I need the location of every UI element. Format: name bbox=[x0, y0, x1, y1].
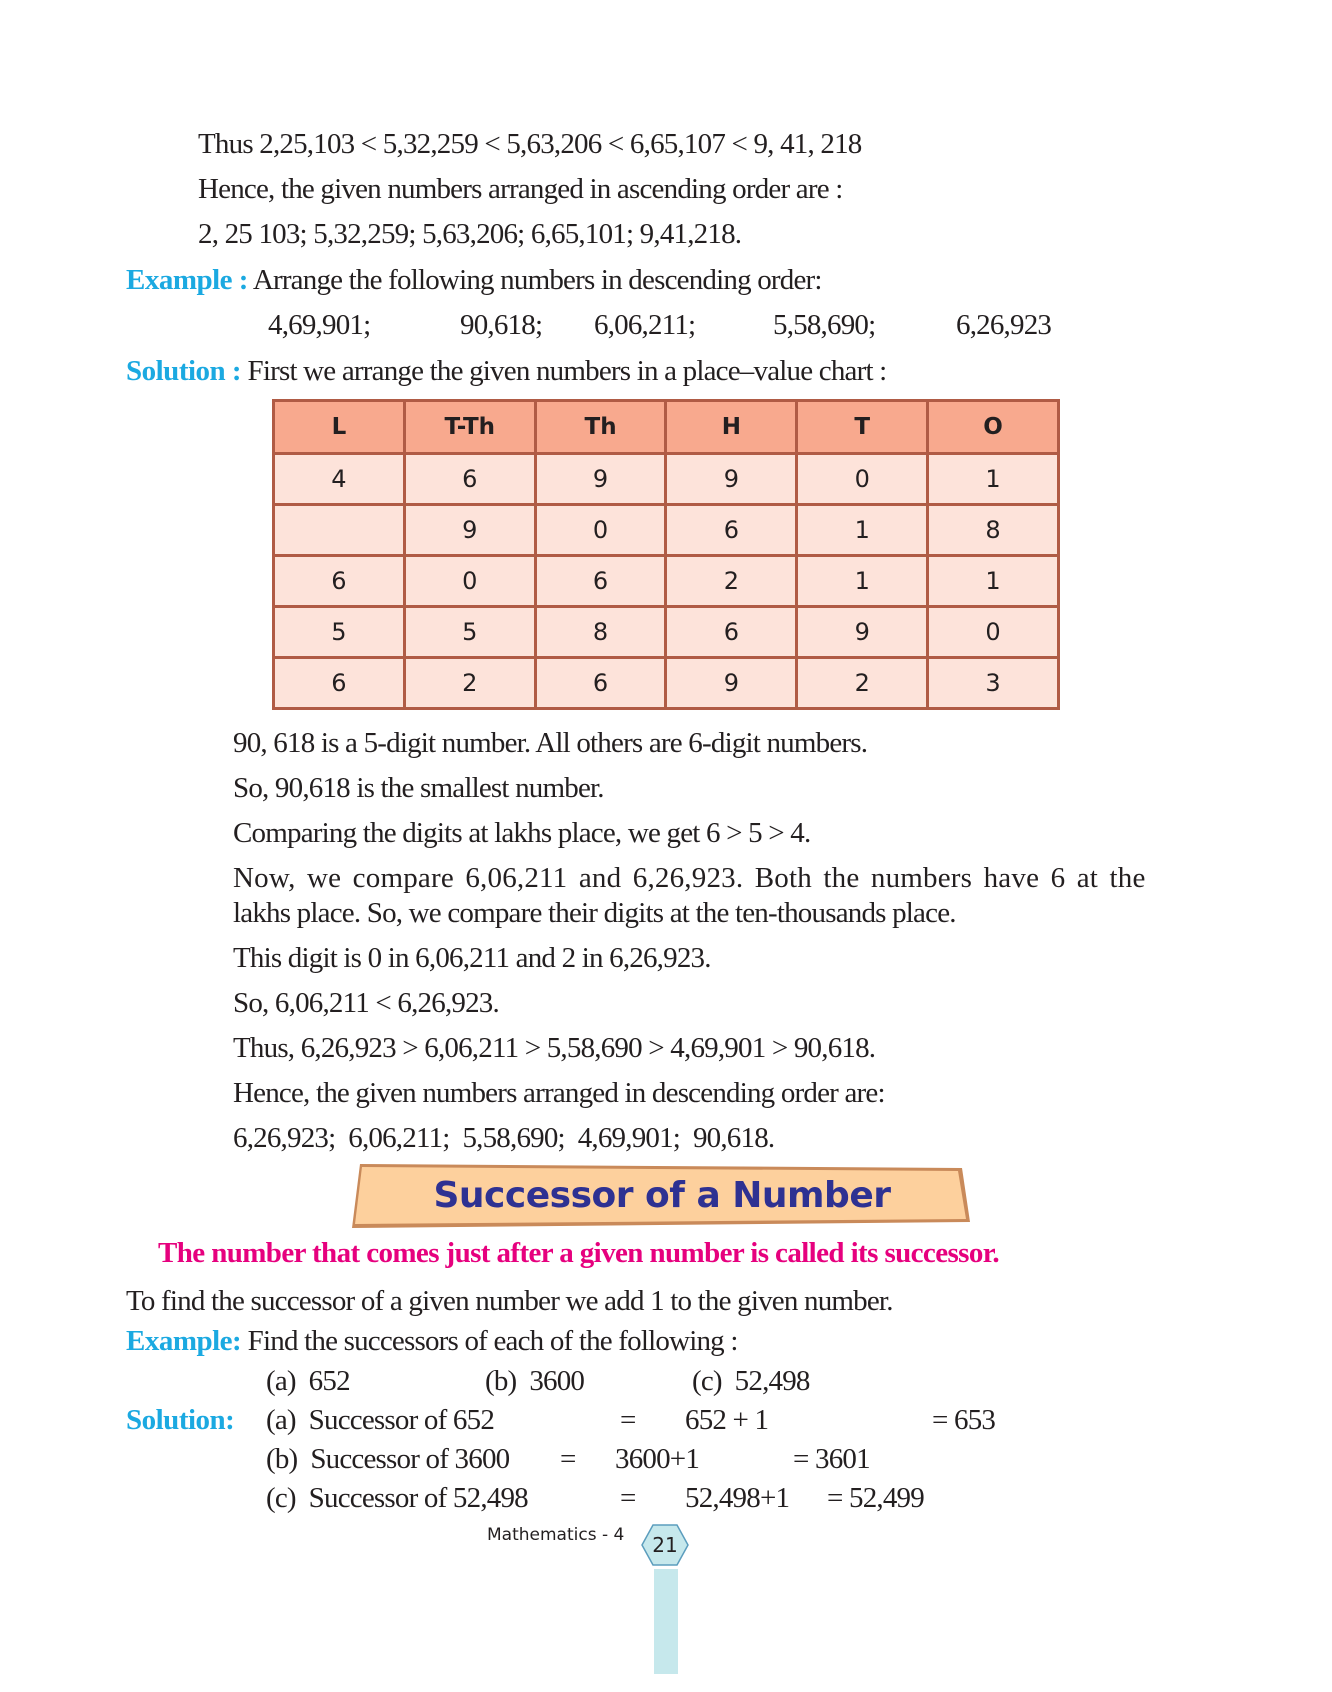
table-cell: 6 bbox=[535, 658, 666, 709]
example-item: (a) 652 bbox=[266, 1365, 350, 1397]
solution-label: Solution: bbox=[126, 1404, 235, 1436]
table-row bbox=[274, 454, 1059, 505]
table-cell: 6 bbox=[404, 454, 535, 505]
example-label: Example : bbox=[126, 264, 248, 296]
table-row bbox=[274, 505, 1059, 556]
explanation-line: 6,26,923; 6,06,211; 5,58,690; 4,69,901; 90,618. bbox=[233, 1122, 775, 1154]
header-thousands: Th bbox=[535, 401, 666, 454]
table-cell: 2 bbox=[666, 556, 797, 607]
explanation-line: Thus, 6,26,923 > 6,06,211 > 5,58,690 > 4,69,901 > 90,618. bbox=[233, 1032, 876, 1064]
table-cell: 0 bbox=[928, 607, 1059, 658]
table-cell: 4 bbox=[274, 454, 405, 505]
example-label: Example: bbox=[126, 1325, 242, 1357]
table-cell: 8 bbox=[928, 505, 1059, 556]
solution-result: = 653 bbox=[932, 1404, 996, 1436]
example-descending bbox=[126, 262, 822, 298]
table-cell: 6 bbox=[666, 505, 797, 556]
table-row bbox=[274, 658, 1059, 709]
solution-label-row bbox=[126, 1402, 234, 1438]
explanation-line: So, 6,06,211 < 6,26,923. bbox=[233, 987, 499, 1019]
solution-lhs: (a) Successor of 652 bbox=[266, 1404, 495, 1436]
number-item: 90,618; bbox=[460, 309, 543, 341]
table-cell: 8 bbox=[535, 607, 666, 658]
header-ones: O bbox=[928, 401, 1059, 454]
table-cell: 1 bbox=[797, 505, 928, 556]
table-cell: 1 bbox=[928, 454, 1059, 505]
table-cell: 9 bbox=[797, 607, 928, 658]
place-value-chart bbox=[272, 399, 1060, 710]
header-tens: T bbox=[797, 401, 928, 454]
successor-rule: To find the successor of a given number we add 1 to the given number. bbox=[126, 1285, 893, 1317]
ascending-result: 2, 25 103; 5,32,259; 5,63,206; 6,65,101; 9,41,218. bbox=[198, 218, 742, 250]
book-title: Mathematics - 4 bbox=[487, 1525, 625, 1545]
table-cell: 9 bbox=[404, 505, 535, 556]
ascending-comparison: Thus 2,25,103 < 5,32,259 < 5,63,206 < 6,65,107 < 9, 41, 218 bbox=[198, 128, 862, 160]
solution-lhs: (c) Successor of 52,498 bbox=[266, 1482, 528, 1514]
explanation-line: 90, 618 is a 5-digit number. All others are 6-digit numbers. bbox=[233, 727, 868, 759]
table-row bbox=[274, 556, 1059, 607]
table-cell: 0 bbox=[535, 505, 666, 556]
table-cell: 1 bbox=[797, 556, 928, 607]
solution-expression: 3600+1 bbox=[615, 1443, 700, 1475]
explanation-line: So, 90,618 is the smallest number. bbox=[233, 772, 604, 804]
table-cell: 6 bbox=[274, 658, 405, 709]
table-cell: 2 bbox=[404, 658, 535, 709]
table-cell: 3 bbox=[928, 658, 1059, 709]
ascending-statement: Hence, the given numbers arranged in ascending order are : bbox=[198, 173, 843, 205]
table-header-row bbox=[274, 401, 1059, 454]
table-cell: 9 bbox=[666, 658, 797, 709]
solution-intro bbox=[126, 353, 886, 389]
solution-lhs: (b) Successor of 3600 bbox=[266, 1443, 510, 1475]
solution-intro-text: First we arrange the given numbers in a place–value chart : bbox=[247, 355, 887, 387]
page-number: 21 bbox=[652, 1533, 678, 1557]
solution-label: Solution : bbox=[126, 355, 242, 387]
table-cell: 5 bbox=[404, 607, 535, 658]
example-question: Arrange the following numbers in descending order: bbox=[252, 264, 822, 296]
table-cell: 2 bbox=[797, 658, 928, 709]
number-item: 5,58,690; bbox=[773, 309, 876, 341]
solution-expression: 652 + 1 bbox=[685, 1404, 769, 1436]
successor-definition: The number that comes just after a given number is called its successor. bbox=[158, 1237, 1000, 1269]
example-question: Find the successors of each of the following : bbox=[247, 1325, 738, 1357]
table-cell: 6 bbox=[535, 556, 666, 607]
header-hundreds: H bbox=[666, 401, 797, 454]
table-cell: 9 bbox=[535, 454, 666, 505]
example-successors bbox=[126, 1323, 738, 1359]
section-banner bbox=[352, 1162, 972, 1230]
explanation-line: This digit is 0 in 6,06,211 and 2 in 6,26,923. bbox=[233, 942, 711, 974]
table-cell bbox=[274, 505, 405, 556]
explanation-line: Now, we compare 6,06,211 and 6,26,923. Both the numbers have 6 at the bbox=[233, 862, 1146, 894]
number-item: 6,06,211; bbox=[594, 309, 696, 341]
header-ten-thousands: T-Th bbox=[404, 401, 535, 454]
table-cell: 9 bbox=[666, 454, 797, 505]
table-cell: 0 bbox=[404, 556, 535, 607]
solution-equals: = bbox=[620, 1482, 636, 1514]
table-cell: 5 bbox=[274, 607, 405, 658]
explanation-line: lakhs place. So, we compare their digits at the ten-thousands place. bbox=[233, 897, 956, 929]
explanation-line: Comparing the digits at lakhs place, we get 6 > 5 > 4. bbox=[233, 817, 811, 849]
number-item: 4,69,901; bbox=[268, 309, 371, 341]
number-item: 6,26,923 bbox=[956, 309, 1052, 341]
example-item: (b) 3600 bbox=[485, 1365, 585, 1397]
solution-result: = 3601 bbox=[793, 1443, 870, 1475]
solution-expression: 52,498+1 bbox=[685, 1482, 790, 1514]
page-marker-bar bbox=[654, 1569, 678, 1674]
example-item: (c) 52,498 bbox=[692, 1365, 810, 1397]
section-title: Successor of a Number bbox=[433, 1175, 891, 1216]
solution-equals: = bbox=[620, 1404, 636, 1436]
solution-equals: = bbox=[560, 1443, 576, 1475]
explanation-line: Hence, the given numbers arranged in descending order are: bbox=[233, 1077, 885, 1109]
table-cell: 0 bbox=[797, 454, 928, 505]
table-cell: 6 bbox=[666, 607, 797, 658]
table-cell: 6 bbox=[274, 556, 405, 607]
solution-result: = 52,499 bbox=[827, 1482, 924, 1514]
table-row bbox=[274, 607, 1059, 658]
header-lakhs: L bbox=[274, 401, 405, 454]
table-cell: 1 bbox=[928, 556, 1059, 607]
